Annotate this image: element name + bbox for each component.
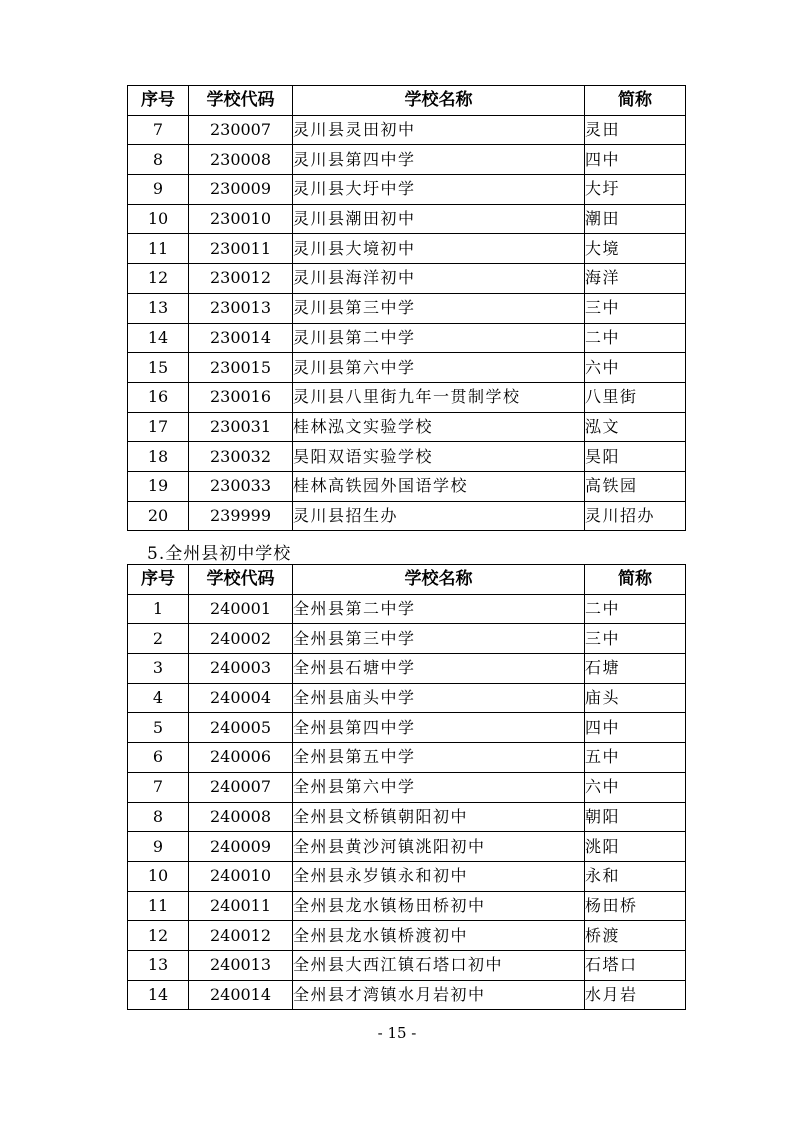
cell-school-name: 全州县第三中学 bbox=[293, 624, 585, 654]
cell-abbr: 四中 bbox=[585, 145, 686, 175]
cell-school-name: 灵川县第六中学 bbox=[293, 353, 585, 383]
cell-code: 240007 bbox=[189, 772, 293, 802]
cell-school-name: 全州县石塘中学 bbox=[293, 654, 585, 684]
table-row bbox=[128, 594, 686, 624]
cell-seq: 7 bbox=[128, 115, 189, 145]
table-row bbox=[128, 412, 686, 442]
cell-code: 240008 bbox=[189, 802, 293, 832]
header-abbr: 简称 bbox=[585, 565, 686, 595]
cell-abbr: 海洋 bbox=[585, 264, 686, 294]
cell-code: 230008 bbox=[189, 145, 293, 175]
school-table-quanzhou bbox=[127, 564, 686, 1010]
cell-seq: 15 bbox=[128, 353, 189, 383]
cell-code: 240010 bbox=[189, 861, 293, 891]
table-row bbox=[128, 624, 686, 654]
cell-seq: 10 bbox=[128, 861, 189, 891]
cell-abbr: 水月岩 bbox=[585, 980, 686, 1010]
cell-seq: 2 bbox=[128, 624, 189, 654]
cell-seq: 3 bbox=[128, 654, 189, 684]
cell-school-name: 全州县第六中学 bbox=[293, 772, 585, 802]
table-row bbox=[128, 832, 686, 862]
cell-code: 240004 bbox=[189, 683, 293, 713]
cell-code: 240002 bbox=[189, 624, 293, 654]
cell-code: 230033 bbox=[189, 471, 293, 501]
cell-code: 230012 bbox=[189, 264, 293, 294]
cell-seq: 18 bbox=[128, 442, 189, 472]
table-row bbox=[128, 442, 686, 472]
cell-seq: 8 bbox=[128, 802, 189, 832]
cell-seq: 14 bbox=[128, 980, 189, 1010]
cell-code: 240014 bbox=[189, 980, 293, 1010]
cell-abbr: 高铁园 bbox=[585, 471, 686, 501]
cell-abbr: 泓文 bbox=[585, 412, 686, 442]
cell-code: 230014 bbox=[189, 323, 293, 353]
cell-abbr: 灵川招办 bbox=[585, 501, 686, 531]
cell-abbr: 六中 bbox=[585, 772, 686, 802]
cell-school-name: 全州县庙头中学 bbox=[293, 683, 585, 713]
cell-seq: 13 bbox=[128, 293, 189, 323]
table-row bbox=[128, 234, 686, 264]
table-row bbox=[128, 471, 686, 501]
cell-abbr: 五中 bbox=[585, 743, 686, 773]
cell-seq: 9 bbox=[128, 832, 189, 862]
page-number: - 15 - bbox=[377, 1024, 417, 1042]
cell-school-name: 桂林泓文实验学校 bbox=[293, 412, 585, 442]
cell-abbr: 杨田桥 bbox=[585, 891, 686, 921]
cell-school-name: 灵川县第二中学 bbox=[293, 323, 585, 353]
cell-code: 230007 bbox=[189, 115, 293, 145]
table-row bbox=[128, 713, 686, 743]
cell-abbr: 二中 bbox=[585, 594, 686, 624]
cell-school-name: 灵川县招生办 bbox=[293, 501, 585, 531]
table-row bbox=[128, 175, 686, 205]
cell-abbr: 昊阳 bbox=[585, 442, 686, 472]
table-row bbox=[128, 861, 686, 891]
cell-abbr: 三中 bbox=[585, 624, 686, 654]
table-row bbox=[128, 145, 686, 175]
cell-school-name: 全州县永岁镇永和初中 bbox=[293, 861, 585, 891]
table-row bbox=[128, 382, 686, 412]
cell-school-name: 桂林高铁园外国语学校 bbox=[293, 471, 585, 501]
cell-school-name: 灵川县第四中学 bbox=[293, 145, 585, 175]
cell-abbr: 朝阳 bbox=[585, 802, 686, 832]
cell-school-name: 全州县大西江镇石塔口初中 bbox=[293, 950, 585, 980]
cell-abbr: 庙头 bbox=[585, 683, 686, 713]
header-code: 学校代码 bbox=[189, 565, 293, 595]
table-row bbox=[128, 204, 686, 234]
cell-code: 230015 bbox=[189, 353, 293, 383]
cell-school-name: 灵川县海洋初中 bbox=[293, 264, 585, 294]
cell-code: 230011 bbox=[189, 234, 293, 264]
cell-abbr: 八里街 bbox=[585, 382, 686, 412]
cell-code: 240011 bbox=[189, 891, 293, 921]
cell-seq: 1 bbox=[128, 594, 189, 624]
cell-code: 239999 bbox=[189, 501, 293, 531]
cell-seq: 4 bbox=[128, 683, 189, 713]
header-code: 学校代码 bbox=[189, 86, 293, 116]
cell-school-name: 灵川县潮田初中 bbox=[293, 204, 585, 234]
table-row bbox=[128, 802, 686, 832]
cell-school-name: 全州县第二中学 bbox=[293, 594, 585, 624]
table-row bbox=[128, 115, 686, 145]
cell-seq: 19 bbox=[128, 471, 189, 501]
table-header-row bbox=[128, 565, 686, 595]
cell-abbr: 桥渡 bbox=[585, 921, 686, 951]
cell-abbr: 潮田 bbox=[585, 204, 686, 234]
cell-seq: 5 bbox=[128, 713, 189, 743]
cell-abbr: 六中 bbox=[585, 353, 686, 383]
cell-seq: 9 bbox=[128, 175, 189, 205]
cell-school-name: 灵川县灵田初中 bbox=[293, 115, 585, 145]
cell-abbr: 大圩 bbox=[585, 175, 686, 205]
cell-abbr: 三中 bbox=[585, 293, 686, 323]
cell-code: 240006 bbox=[189, 743, 293, 773]
cell-code: 240013 bbox=[189, 950, 293, 980]
table-row bbox=[128, 323, 686, 353]
cell-seq: 12 bbox=[128, 264, 189, 294]
cell-code: 230032 bbox=[189, 442, 293, 472]
cell-seq: 11 bbox=[128, 234, 189, 264]
cell-code: 240009 bbox=[189, 832, 293, 862]
cell-school-name: 全州县第四中学 bbox=[293, 713, 585, 743]
cell-school-name: 全州县第五中学 bbox=[293, 743, 585, 773]
cell-abbr: 洮阳 bbox=[585, 832, 686, 862]
cell-seq: 7 bbox=[128, 772, 189, 802]
cell-abbr: 灵田 bbox=[585, 115, 686, 145]
cell-seq: 11 bbox=[128, 891, 189, 921]
header-seq: 序号 bbox=[128, 565, 189, 595]
cell-abbr: 四中 bbox=[585, 713, 686, 743]
cell-school-name: 灵川县大圩中学 bbox=[293, 175, 585, 205]
header-name: 学校名称 bbox=[293, 86, 585, 116]
cell-school-name: 全州县文桥镇朝阳初中 bbox=[293, 802, 585, 832]
cell-school-name: 全州县龙水镇杨田桥初中 bbox=[293, 891, 585, 921]
cell-school-name: 灵川县大境初中 bbox=[293, 234, 585, 264]
header-name: 学校名称 bbox=[293, 565, 585, 595]
table-row bbox=[128, 772, 686, 802]
cell-abbr: 石塔口 bbox=[585, 950, 686, 980]
cell-seq: 13 bbox=[128, 950, 189, 980]
cell-code: 240005 bbox=[189, 713, 293, 743]
table-row bbox=[128, 264, 686, 294]
header-abbr: 简称 bbox=[585, 86, 686, 116]
cell-seq: 6 bbox=[128, 743, 189, 773]
table-row bbox=[128, 980, 686, 1010]
cell-code: 240003 bbox=[189, 654, 293, 684]
school-table-lingchuan bbox=[127, 85, 686, 531]
table-row bbox=[128, 501, 686, 531]
cell-seq: 12 bbox=[128, 921, 189, 951]
cell-seq: 17 bbox=[128, 412, 189, 442]
cell-code: 230016 bbox=[189, 382, 293, 412]
table-row bbox=[128, 293, 686, 323]
cell-code: 230009 bbox=[189, 175, 293, 205]
cell-school-name: 灵川县八里街九年一贯制学校 bbox=[293, 382, 585, 412]
table-row bbox=[128, 950, 686, 980]
cell-seq: 20 bbox=[128, 501, 189, 531]
cell-code: 240012 bbox=[189, 921, 293, 951]
table-row bbox=[128, 353, 686, 383]
cell-code: 230031 bbox=[189, 412, 293, 442]
cell-code: 240001 bbox=[189, 594, 293, 624]
table-row bbox=[128, 743, 686, 773]
header-seq: 序号 bbox=[128, 86, 189, 116]
cell-school-name: 全州县龙水镇桥渡初中 bbox=[293, 921, 585, 951]
cell-abbr: 石塘 bbox=[585, 654, 686, 684]
cell-school-name: 全州县黄沙河镇洮阳初中 bbox=[293, 832, 585, 862]
cell-abbr: 大境 bbox=[585, 234, 686, 264]
table-header-row bbox=[128, 86, 686, 116]
cell-abbr: 永和 bbox=[585, 861, 686, 891]
section-title: 5.全州县初中学校 bbox=[147, 544, 292, 564]
cell-seq: 16 bbox=[128, 382, 189, 412]
cell-seq: 14 bbox=[128, 323, 189, 353]
cell-code: 230010 bbox=[189, 204, 293, 234]
table-row bbox=[128, 921, 686, 951]
cell-seq: 8 bbox=[128, 145, 189, 175]
cell-seq: 10 bbox=[128, 204, 189, 234]
table-row bbox=[128, 683, 686, 713]
cell-school-name: 灵川县第三中学 bbox=[293, 293, 585, 323]
cell-code: 230013 bbox=[189, 293, 293, 323]
table-row bbox=[128, 654, 686, 684]
cell-abbr: 二中 bbox=[585, 323, 686, 353]
cell-school-name: 全州县才湾镇水月岩初中 bbox=[293, 980, 585, 1010]
table-row bbox=[128, 891, 686, 921]
cell-school-name: 昊阳双语实验学校 bbox=[293, 442, 585, 472]
